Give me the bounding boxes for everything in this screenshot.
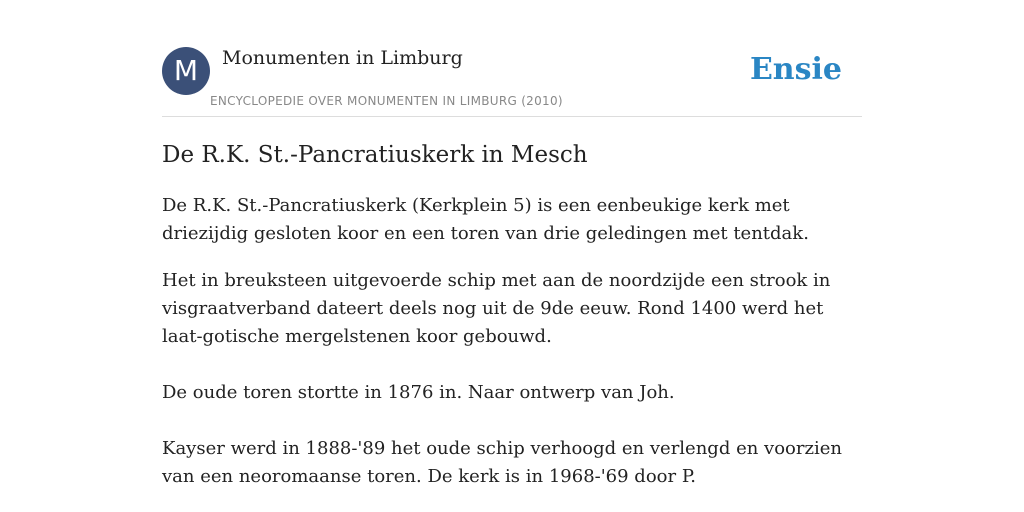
book-avatar[interactable]: M	[162, 47, 210, 95]
article-title: De R.K. St.-Pancratiuskerk in Mesch	[162, 142, 588, 168]
article-paragraph: Kayser werd in 1888-'89 het oude schip verhoogd en verlengd en voorzien van een neoromaanse toren. De kerk is in 1968-'69 door P.	[162, 438, 842, 487]
article-body	[162, 138, 862, 510]
page-header	[162, 46, 862, 117]
article-paragraph: Het in breuksteen uitgevoerde schip met aan de noordzijde een strook in visgraatverband dateert deels nog uit de 9de eeuw. Rond 1400 werd het laat-gotische mergelstenen koor gebouwd.	[162, 270, 831, 347]
article-paragraph: De R.K. St.-Pancratiuskerk (Kerkplein 5) is een eenbeukige kerk met driezijdig gesloten koor en een toren van drie geledingen met tentdak.	[162, 195, 809, 244]
book-title-link[interactable]: Monumenten in Limburg	[222, 47, 463, 69]
ensie-logo-link[interactable]: Ensie	[749, 52, 842, 87]
article-paragraph: De oude toren stortte in 1876 in. Naar ontwerp van Joh.	[162, 382, 675, 403]
book-subtitle: ENCYCLOPEDIE OVER MONUMENTEN IN LIMBURG (2010)	[210, 94, 563, 108]
